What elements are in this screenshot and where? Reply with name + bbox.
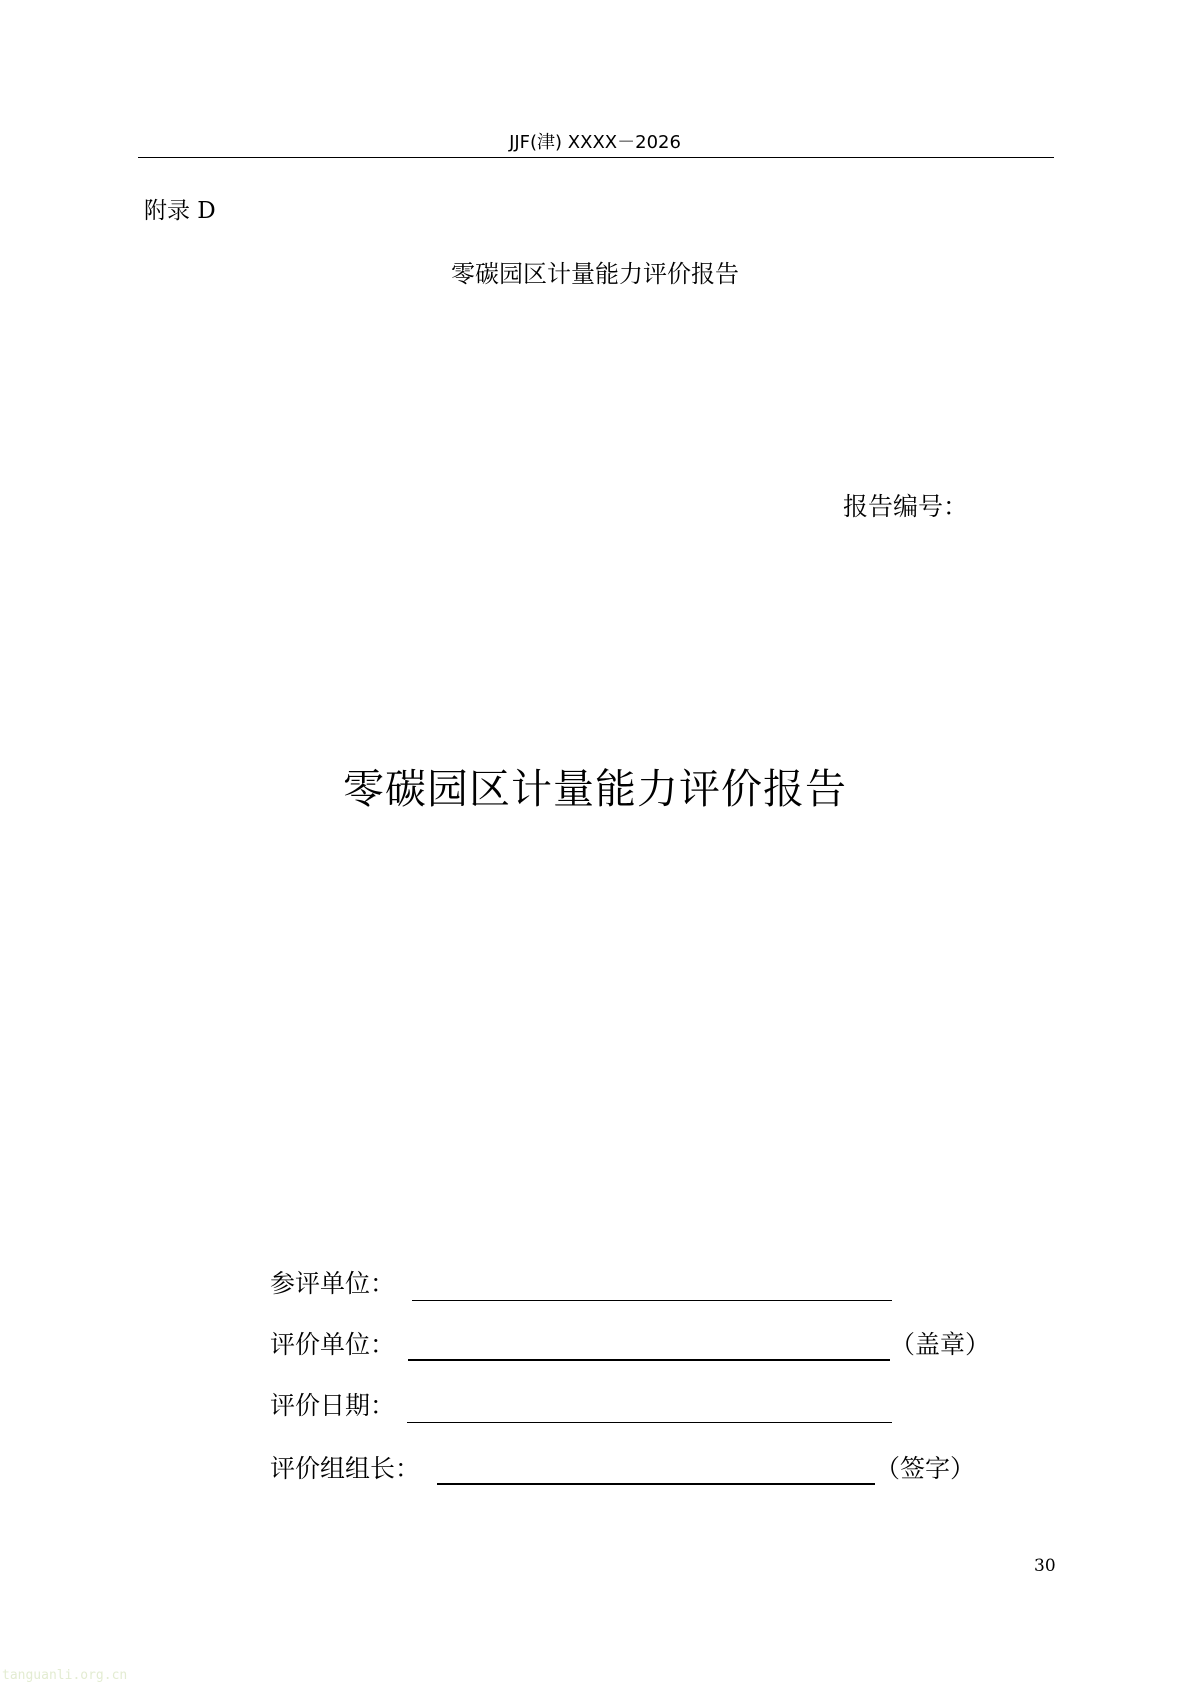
participant-unit-label: 参评单位： [270, 1269, 396, 1298]
cover-title: 零碳园区计量能力评价报告 [343, 765, 847, 813]
standard-code: JJF(津) XXXX－2026 [509, 132, 681, 153]
evaluation-unit-label: 评价单位： [270, 1330, 396, 1359]
evaluation-unit-blank-line [408, 1359, 890, 1361]
document-title: 零碳园区计量能力评价报告 [451, 260, 739, 288]
evaluation-date-blank-line [407, 1422, 892, 1423]
team-leader-label: 评价组组长： [270, 1454, 421, 1483]
appendix-label: 附录 D [144, 198, 216, 224]
evaluation-date-label: 评价日期： [270, 1391, 396, 1420]
watermark: tanguanli.org.cn [2, 1668, 128, 1683]
header-rule [138, 157, 1054, 158]
page-number: 30 [1034, 1556, 1056, 1576]
signature-note: （签字） [875, 1454, 976, 1483]
participant-unit-blank-line [412, 1300, 892, 1301]
report-number-label: 报告编号： [843, 492, 969, 521]
team-leader-blank-line [437, 1483, 875, 1485]
seal-note: （盖章） [890, 1330, 991, 1359]
